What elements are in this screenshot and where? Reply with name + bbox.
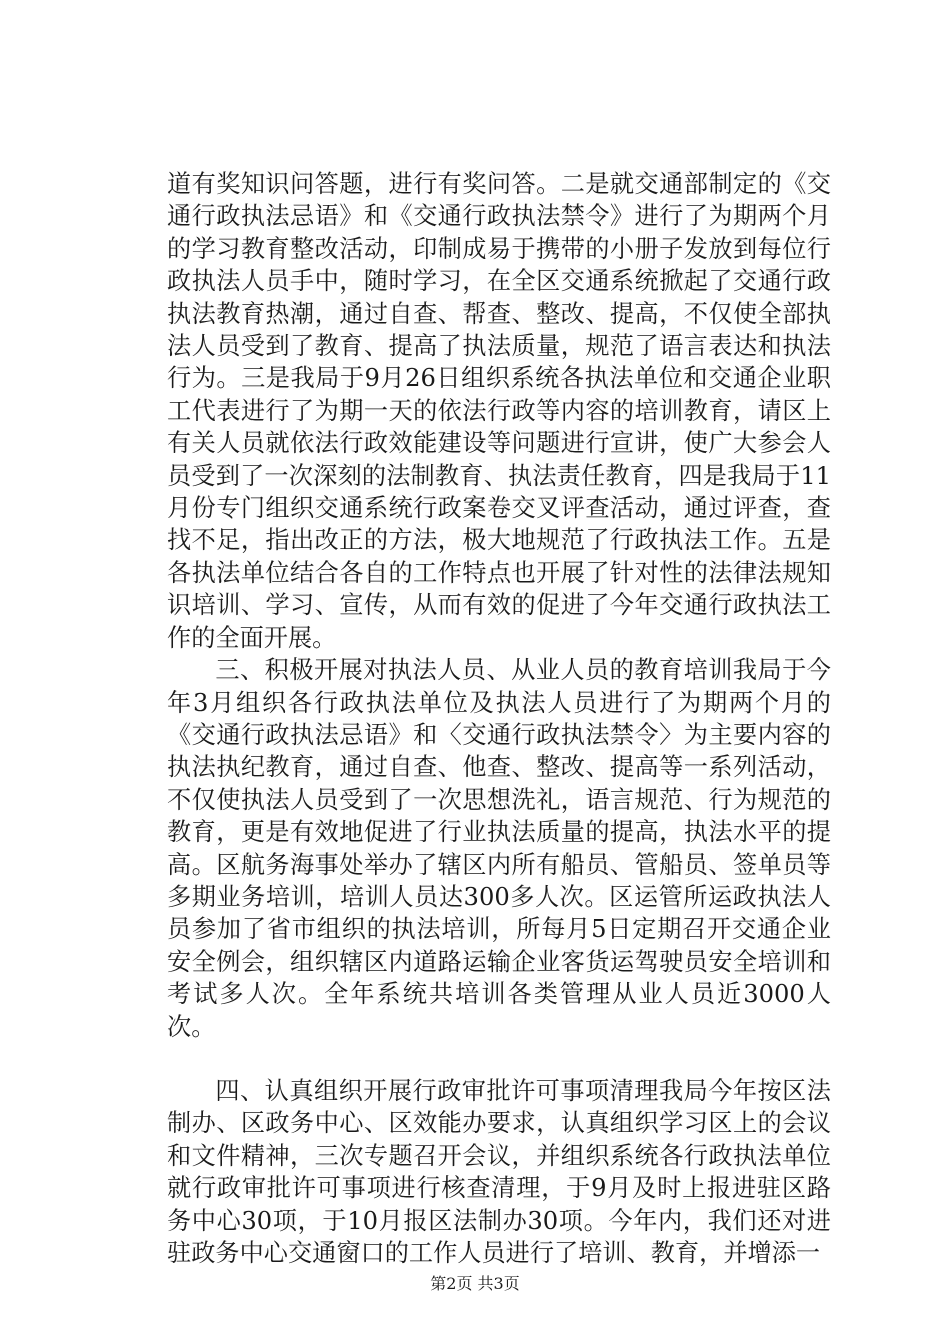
paragraph-section-three: 三、积极开展对执法人员、从业人员的教育培训我局于今年3月组织各行政执法单位及执法人员进行了为期两个月的《交通行政执法忌语》和〈交通行政执法禁令〉为主要内容的执法执纪教育，通过自查、他查、整改、提高等一系列活动，不仅使执法人员受到了一次思想洗礼，语言规范、行为规范的教育，更是有效地促进了行业执法质量的提高，执法水平的提高。区航务海事处举办了辖区内所有船员、管船员、签单员等多期业务培训，培训人员达300多人次。区运管所运政执法人员参加了省市组织的执法培训，所每月5日定期召开交通企业安全例会，组织辖区内道路运输企业客货运驾驶员安全培训和考试多人次。全年系统共培训各类管理从业人员近3000人次。: [167, 656, 831, 1041]
document-body: [167, 168, 831, 1269]
page-footer: 第2页 共3页: [430, 1274, 520, 1293]
paragraph-section-four: 四、认真组织开展行政审批许可事项清理我局今年按区法制办、区政务中心、区效能办要求，认真组织学习区上的会议和文件精神，三次专题召开会议，并组织系统各行政执法单位就行政审批许可事项进行核查清理，于9月及时上报进驻区路务中心30项，于10月报区法制办30项。今年内，我们还对进驻政务中心交通窗口的工作人员进行了培训、教育，并增添一: [167, 1076, 831, 1267]
paragraph-continuation: 道有奖知识问答题，进行有奖问答。二是就交通部制定的《交通行政执法忌语》和《交通行政执法禁令》进行了为期两个月的学习教育整改活动，印制成易于携带的小册子发放到每位行政执法人员手中，随时学习，在全区交通系统掀起了交通行政执法教育热潮，通过自查、帮查、整改、提高，不仅使全部执法人员受到了教育、提高了执法质量，规范了语言表达和执法行为。三是我局于9月26日组织系统各执法单位和交通企业职工代表进行了为期一天的依法行政等内容的培训教育，请区上有关人员就依法行政效能建设等问题进行宣讲，使广大参会人员受到了一次深刻的法制教育、执法责任教育，四是我局于11月份专门组织交通系统行政案卷交叉评查活动，通过评查，查找不足，指出改正的方法，极大地规范了行政执法工作。五是各执法单位结合各自的工作特点也开展了针对性的法律法规知识培训、学习、宣传，从而有效的促进了今年交通行政执法工作的全面开展。: [167, 170, 831, 652]
